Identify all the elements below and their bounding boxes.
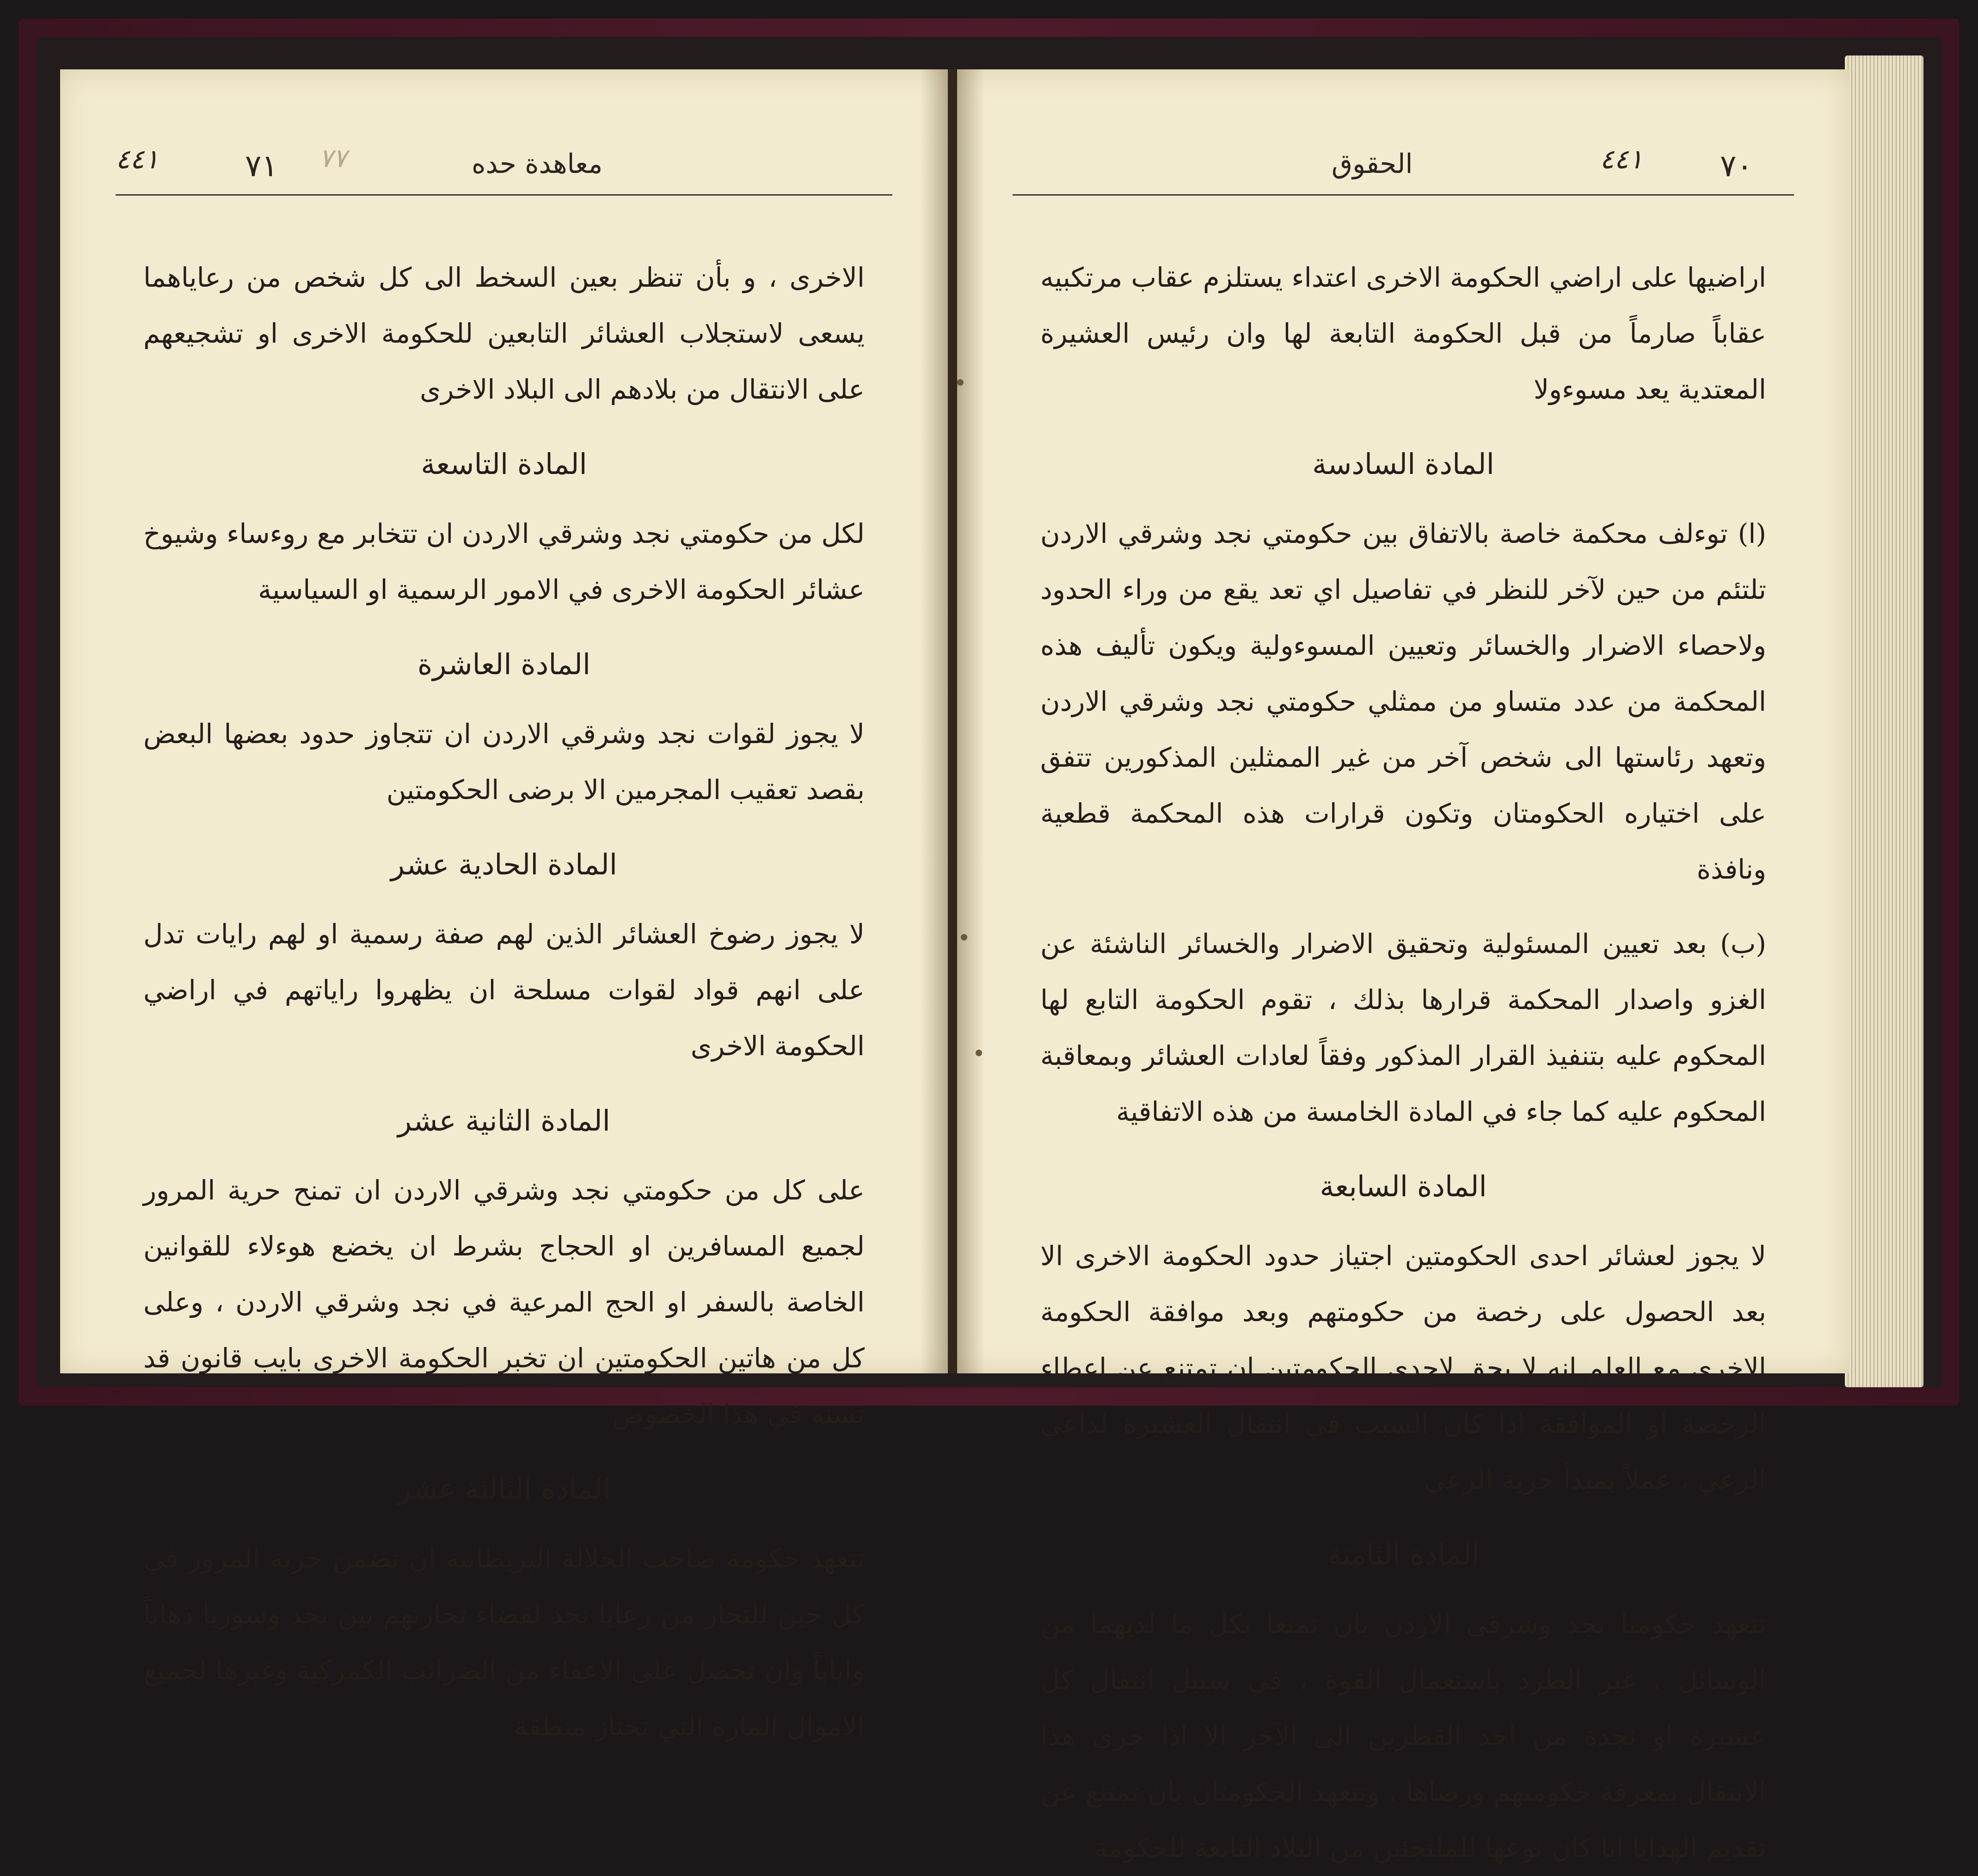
- pencil-folio-number: ٤٤١: [1600, 143, 1643, 175]
- binding-hole: [957, 379, 964, 386]
- paragraph: لا يجوز رضوخ العشائر الذين لهم صفة رسمية او لهم رايات تدل على انهم قواد لقوات مسلحة ان يظهروا راياتهم في اراضي الحكومة الاخرى: [143, 918, 865, 1062]
- right-page-header: [1013, 139, 1794, 196]
- paragraph: تتعهد حكومة صاحب الجلالة البريطانية ان تضمن حرية المرور في كل حين للتجار من رعايا نجد لقضاء تجارتهم بين نجد وسوريا ذهاباً واياباً وان تحصل على الاعفاء من الضرائب الكمركية وغيرها لجميع الاموال المارة التي تجتاز منطقة: [143, 1543, 865, 1742]
- paragraph: (ا) توءلف محكمة خاصة بالاتفاق بين حكومتي نجد وشرقي الاردن تلتئم من حين لآخر للنظر في تفاصيل اي تعد يقع من وراء الحدود ولاحصاء الاضرار والخسائر وتعيين المسوءولية ويكون تأليف هذه المحكمة من عدد متساو من ممثلي حكومتي نجد وشرقي الاردن وتعهد رئاستها الى شخص آخر من غير الممثلين المذكورين تتفق على اختياره الحكومتان وتكون قرارات هذه المحكمة قطعية ونافذة: [1040, 518, 1766, 885]
- article-heading: المادة الثانية عشر: [398, 1104, 610, 1138]
- paragraph: لا يجوز لقوات نجد وشرقي الاردن ان تتجاوز حدود بعضها البعض بقصد تعقيب المجرمين الا برضى الحكومتين: [143, 718, 865, 806]
- paragraph: لا يجوز لعشائر احدى الحكومتين اجتياز حدود الحكومة الاخرى الا بعد الحصول على رخصة من حكومتهم وبعد موافقة الحكومة الاخرى مع العلم انه لا يحق لاحدى الحكومتين ان تمتنع عن اعطاء الرخصة او الموافقة اذا كان السبب في انتقال العشيرة لداعي الرعي ، عملاً بمبدأ حرية الرعي: [1040, 1240, 1766, 1495]
- running-title: معاهدة حده: [472, 148, 603, 179]
- right-page: [957, 69, 1849, 1864]
- article-heading: المادة الثالثة عشر: [397, 1472, 611, 1506]
- left-page-header: [116, 139, 892, 196]
- pencil-folio-number: ٤٤١: [116, 143, 159, 175]
- binding-hole: [976, 1050, 982, 1056]
- paragraph: الاخرى ، و بأن تنظر بعين السخط الى كل شخص من رعاياهما يسعى لاستجلاب العشائر التابعين للحكومة الاخرى او تشجيعهم على الانتقال من بلادهم الى البلاد الاخرى: [143, 262, 865, 405]
- right-page-body: [1040, 250, 1766, 1876]
- binding-hole: [961, 934, 967, 941]
- article-heading: المادة السادسة: [1312, 447, 1494, 481]
- page-number: ٧٠: [1720, 148, 1753, 184]
- paragraph: (ب) بعد تعيين المسئولية وتحقيق الاضرار والخسائر الناشئة عن الغزو واصدار المحكمة قرارها بذلك ، تقوم الحكومة التابع لها المحكوم عليه بتنفيذ القرار المذكور وفقاً لعادات العشائر وبمعاقبة المحكوم عليه كما جاء في المادة الخامسة من هذه الاتفاقية: [1040, 928, 1766, 1127]
- page-number: ٧١: [245, 148, 278, 184]
- paragraph: على كل من حكومتي نجد وشرقي الاردن ان تمنح حرية المرور لجميع المسافرين او الحجاج بشرط ان يخضع هوءلاء للقوانين الخاصة بالسفر او الحج المرعية في نجد وشرقي الاردن ، وعلى كل من هاتين الحكومتين ان تخبر الحكومة الاخرى بايب قانون قد تسنه في هذا الخصوص: [143, 1175, 865, 1430]
- book-gutter: [920, 69, 985, 1373]
- page-block-edges: [1845, 55, 1923, 1387]
- left-page-body: [143, 250, 865, 1754]
- article-heading: المادة السابعة: [1320, 1169, 1487, 1203]
- faint-pencil-mark: ٧٧: [319, 143, 347, 173]
- left-page: [60, 69, 948, 1742]
- article-heading: المادة العاشرة: [417, 647, 591, 681]
- running-title: الحقوق: [1332, 148, 1413, 179]
- paragraph: اراضيها على اراضي الحكومة الاخرى اعتداء يستلزم عقاب مرتكبيه عقاباً صارماً من قبل الحكومة التابعة لها وان رئيس العشيرة المعتدية يعد مسوءولا: [1040, 262, 1766, 405]
- article-heading: المادة التاسعة: [421, 447, 587, 481]
- article-heading: المادة الثامنة: [1327, 1538, 1480, 1571]
- paragraph: تتعهد حكومتا نجد وشرقي الاردن بان تمنعا بكل ما لديهما من الوسائل ، غير الطرد باستعمال القوة ، في سبيل انتقال كل عشيرة او نجدة من احد القطرين الى الآخر الا اذا جرى هذا الانتقال بمعرفة حكومتهم ورضاها ، وتتعهد الحكومتان بان تمتنع عن تقديم الهدايا ايا كان نوعها للملتجئين من البلاد التابعة للحكومة: [1040, 1608, 1766, 1864]
- article-heading: المادة الحادية عشر: [390, 848, 617, 881]
- paragraph: لكل من حكومتي نجد وشرقي الاردن ان تتخابر مع روءساء وشيوخ عشائر الحكومة الاخرى في الامور الرسمية او السياسية: [143, 518, 865, 605]
